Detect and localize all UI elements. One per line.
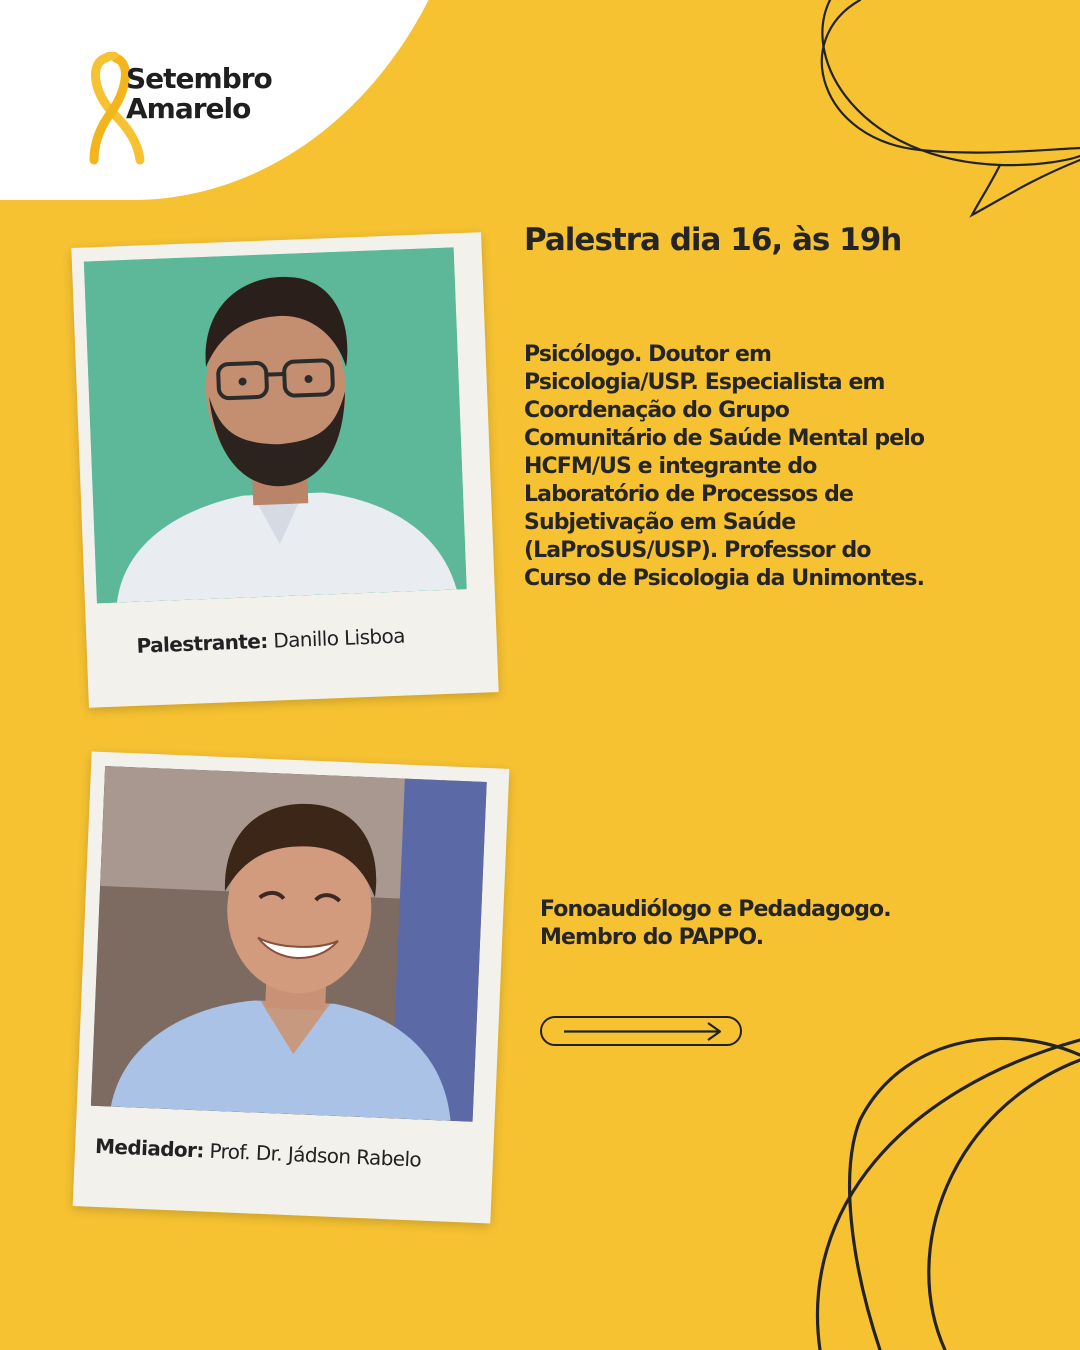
mediator-photo [91,766,487,1122]
mediator-photo-card [73,751,510,1223]
speaker-photo-card [71,232,498,707]
mediator-name: Prof. Dr. Jádson Rabelo [209,1138,422,1172]
arrow-right-icon [542,1018,744,1048]
mediator-portrait-illustration [91,766,487,1122]
mediator-caption [95,1134,422,1172]
bio-line: (LaProSUS/USP). Professor do [524,538,871,563]
bio-line: Comunitário de Saúde Mental pelo [524,426,925,451]
speaker-role: Palestrante: [136,628,269,658]
mediator-bio [540,896,1040,952]
speaker-bio [524,341,1044,593]
mediator-role: Mediador: [94,1133,205,1163]
bio-line: Psicólogo. Doutor em [524,342,772,367]
speaker-caption [136,624,405,658]
bio-line: Psicologia/USP. Especialista em [524,370,885,395]
bio-line: Subjetivação em Saúde [524,510,796,535]
logo-line-1: Setembro [126,62,272,95]
speaker-name: Danillo Lisboa [272,623,406,653]
event-title: Palestra dia 16, às 19h [524,222,902,258]
bio-line: Coordenação do Grupo [524,398,790,423]
speaker-portrait-illustration [84,247,467,603]
bio-line: Curso de Psicologia da Unimontes. [524,566,925,591]
bio-line: Laboratório de Processos de [524,482,854,507]
bio-line: HCFM/US e integrante do [524,454,817,479]
setembro-amarelo-logo [86,52,326,172]
logo-line-2: Amarelo [126,92,251,125]
bio-line: Membro do PAPPO. [540,925,764,950]
bio-line: Fonoaudiólogo e Pedadagogo. [540,897,891,922]
next-arrow-button[interactable] [540,1016,742,1046]
speaker-photo [84,247,467,603]
